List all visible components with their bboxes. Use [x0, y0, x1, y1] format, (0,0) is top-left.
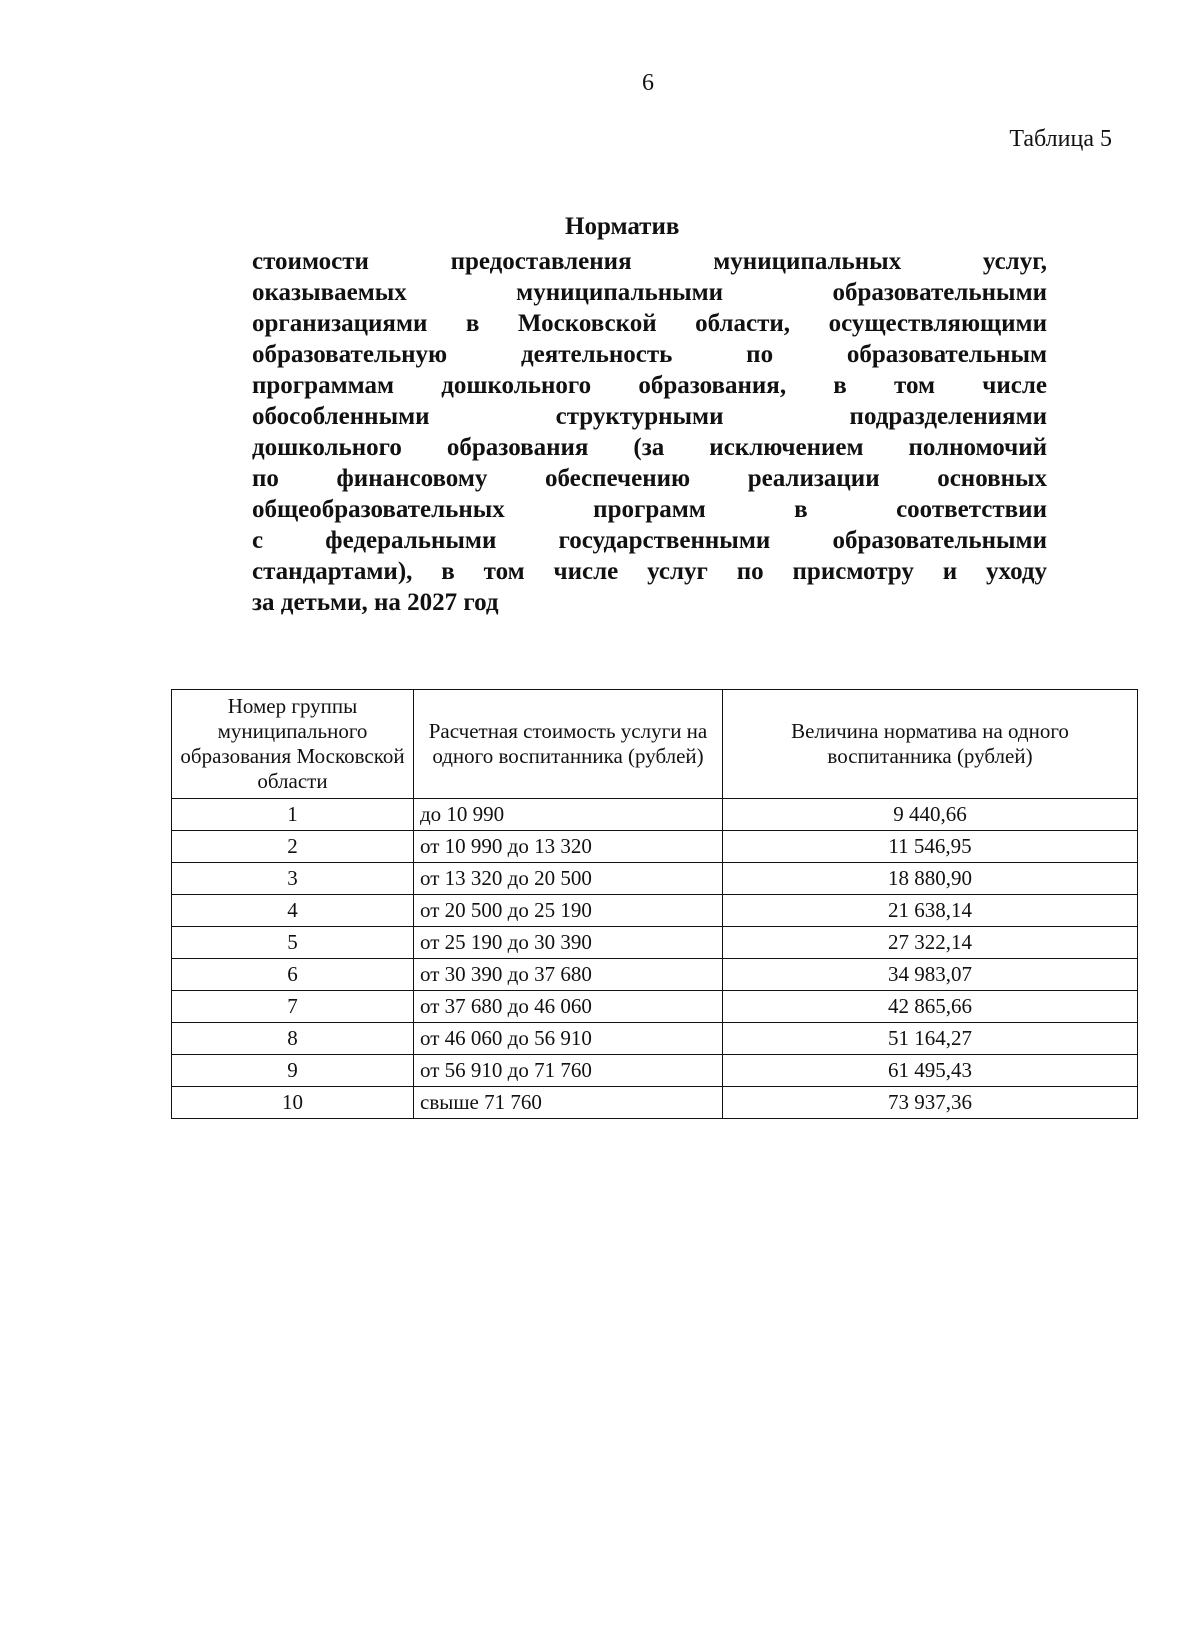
header-estimated-cost: Расчетная стоимость услуги на одного воспитанника (рублей) — [414, 690, 723, 799]
table-row — [172, 1087, 1138, 1119]
cell-cost: от 56 910 до 71 760 — [414, 1055, 723, 1087]
cell-group: 5 — [172, 927, 414, 959]
cell-norm: 42 865,66 — [723, 991, 1138, 1023]
table-header — [172, 690, 1138, 799]
cell-norm: 27 322,14 — [723, 927, 1138, 959]
cell-group: 9 — [172, 1055, 414, 1087]
subtitle-line: оказываемых муниципальными образовательными — [252, 279, 1047, 306]
subtitle-line: организациями в Московской области, осуществляющими — [252, 310, 1047, 337]
cell-norm: 61 495,43 — [723, 1055, 1138, 1087]
table-row — [172, 1023, 1138, 1055]
subtitle-line: общеобразовательных программ в соответствии — [252, 496, 1047, 523]
header-group-number: Номер группы муниципального образования Московской области — [172, 690, 414, 799]
subtitle-line: с федеральными государственными образовательными — [252, 527, 1047, 554]
subtitle-line: стандартами), в том числе услуг по присмотру и уходу — [252, 558, 1047, 585]
subtitle-line: обособленными структурными подразделениями — [252, 403, 1047, 430]
cell-group: 7 — [172, 991, 414, 1023]
cell-norm: 51 164,27 — [723, 1023, 1138, 1055]
cell-norm: 11 546,95 — [723, 831, 1138, 863]
cell-norm: 73 937,36 — [723, 1087, 1138, 1119]
subtitle-line: за детьми, на 2027 год — [252, 589, 499, 616]
cell-cost: до 10 990 — [414, 799, 723, 831]
document-subtitle — [252, 246, 1047, 618]
cell-group: 2 — [172, 831, 414, 863]
cell-cost: от 37 680 до 46 060 — [414, 991, 723, 1023]
cell-group: 8 — [172, 1023, 414, 1055]
table-row — [172, 927, 1138, 959]
cell-cost: от 13 320 до 20 500 — [414, 863, 723, 895]
cell-cost: от 25 190 до 30 390 — [414, 927, 723, 959]
table-row — [172, 991, 1138, 1023]
cell-group: 4 — [172, 895, 414, 927]
cell-norm: 9 440,66 — [723, 799, 1138, 831]
cell-cost: от 20 500 до 25 190 — [414, 895, 723, 927]
table-row — [172, 895, 1138, 927]
table-row — [172, 831, 1138, 863]
subtitle-line: по финансовому обеспечению реализации основных — [252, 465, 1047, 492]
header-norm-value: Величина норматива на одного воспитанника (рублей) — [723, 690, 1138, 799]
cell-cost: от 46 060 до 56 910 — [414, 1023, 723, 1055]
cell-group: 1 — [172, 799, 414, 831]
table-label: Таблица 5 — [1009, 126, 1112, 152]
subtitle-line: программам дошкольного образования, в том числе — [252, 372, 1047, 399]
subtitle-line: стоимости предоставления муниципальных услуг, — [252, 248, 1047, 275]
table-row — [172, 1055, 1138, 1087]
norm-table — [171, 689, 1138, 1119]
cell-norm: 18 880,90 — [723, 863, 1138, 895]
subtitle-line: образовательную деятельность по образовательным — [252, 341, 1047, 368]
table-header-row — [172, 690, 1138, 799]
table-row — [172, 799, 1138, 831]
cell-norm: 21 638,14 — [723, 895, 1138, 927]
cell-group: 6 — [172, 959, 414, 991]
cell-cost: от 30 390 до 37 680 — [414, 959, 723, 991]
cell-norm: 34 983,07 — [723, 959, 1138, 991]
document-title: Норматив — [565, 213, 680, 240]
cell-group: 10 — [172, 1087, 414, 1119]
table-row — [172, 863, 1138, 895]
table-row — [172, 959, 1138, 991]
cell-group: 3 — [172, 863, 414, 895]
table-body — [172, 799, 1138, 1119]
subtitle-line: дошкольного образования (за исключением полномочий — [252, 434, 1047, 461]
cell-cost: от 10 990 до 13 320 — [414, 831, 723, 863]
page-number: 6 — [642, 70, 654, 96]
cell-cost: свыше 71 760 — [414, 1087, 723, 1119]
